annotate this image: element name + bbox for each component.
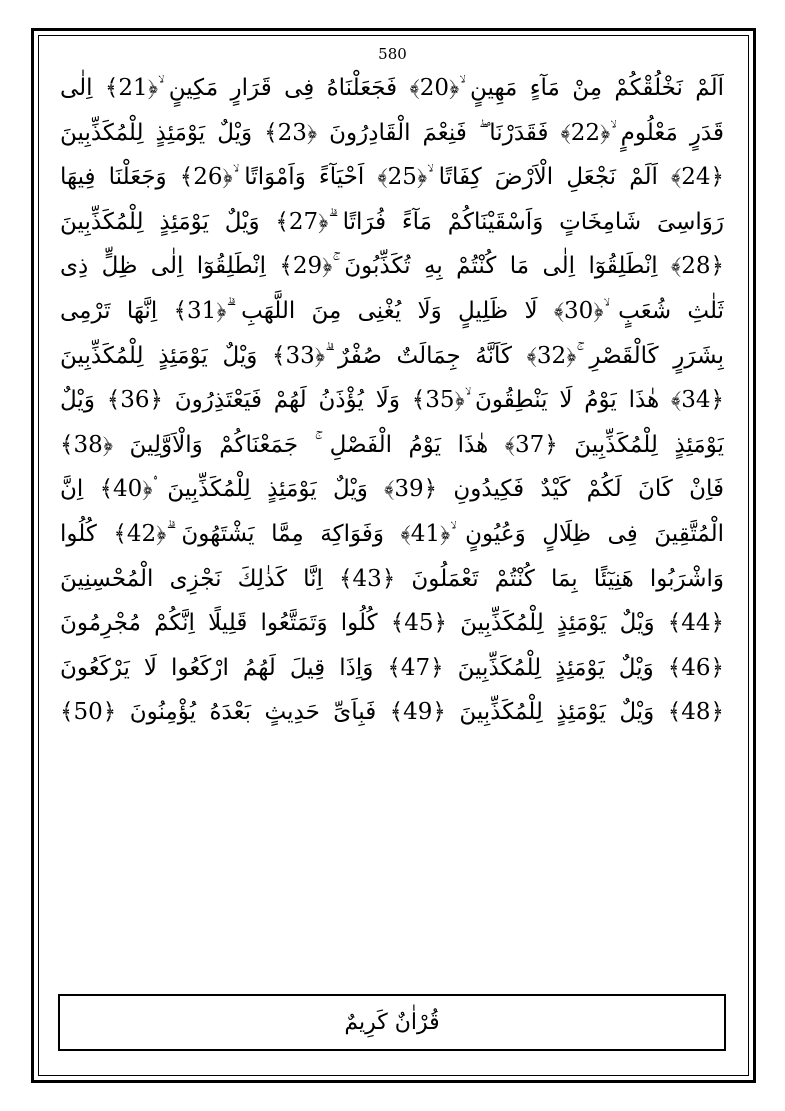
text-line-14: ﴿46﴾ وَيْلٌ يَوْمَئِذٍ لِلْمُكَذِّبِينَ ﴿47﴾ وَاِذَا قِيلَ لَهُمُ ارْكَعُوا لَا يَرْكَعُونَ xyxy=(60,654,724,681)
text-line-5: ﴿28﴾ اِنْطَلِقُوٓا اِلٰى مَا كُنْتُمْ بِهِ تُكَذِّبُونَ ۚ﴿29﴾ اِنْطَلِقُوٓا اِلٰى ظِلٍّ ذِى xyxy=(60,253,724,280)
text-line-15: ﴿48﴾ وَيْلٌ يَوْمَئِذٍ لِلْمُكَذِّبِينَ ﴿49﴾ فَبِاَىِّ حَدِيثٍ بَعْدَهُ يُؤْمِنُونَ ﴿50﴾ xyxy=(60,699,724,726)
text-line-3: ﴿24﴾ اَلَمْ نَجْعَلِ الْاَرْضَ كِفَاتًا ۙ﴿25﴾ اَحْيَآءً وَاَمْوَاتًا ۙ﴿26﴾ وَجَعَلْنَا فِيهَا xyxy=(60,164,724,191)
page-number: 580 xyxy=(378,45,407,63)
text-line-9: يَوْمَئِذٍ لِلْمُكَذِّبِينَ ﴿37﴾ هٰذَا يَوْمُ الْفَصْلِ ۚ جَمَعْنَاكُمْ وَالْاَوَّلِينَ ﴿38﴾ xyxy=(60,431,724,458)
text-line-10: فَاِنْ كَانَ لَكُمْ كَيْدٌ فَكِيدُونِ ﴿39﴾ وَيْلٌ يَوْمَئِذٍ لِلْمُكَذِّبِينَ ۟﴿40﴾ اِنَّ xyxy=(60,476,724,503)
footer-title: قُرْاٰنٌ كَرِيمٌ xyxy=(344,1010,440,1035)
verse-text-block xyxy=(60,66,724,735)
text-line-2: قَدَرٍ مَعْلُومٍ ۙ﴿22﴾ فَقَدَرْنَا ۖ فَنِعْمَ الْقَادِرُونَ ﴿23﴾ وَيْلٌ يَوْمَئِذٍ لِلْمُكَذِّبِينَ xyxy=(60,119,724,146)
text-line-12: وَاشْرَبُوا هَنِيٓئًا بِمَا كُنْتُمْ تَعْمَلُونَ ﴿43﴾ اِنَّا كَذٰلِكَ نَجْزِى الْمُحْسِنِينَ xyxy=(60,565,724,592)
text-line-11: الْمُتَّقِينَ فِى ظِلَالٍ وَعُيُونٍ ۙ﴿41﴾ وَفَوَاكِهَ مِمَّا يَشْتَهُونَ ۗ﴿42﴾ كُلُوا xyxy=(60,520,724,547)
text-line-1: اَلَمْ نَخْلُقْكُمْ مِنْ مَآءٍ مَهِينٍ ۙ﴿20﴾ فَجَعَلْنَاهُ فِى قَرَارٍ مَكِينٍ ۙ﴿21﴾ اِلٰى xyxy=(60,75,724,101)
footer-title-box xyxy=(58,994,726,1051)
text-line-8: ﴿34﴾ هٰذَا يَوْمُ لَا يَنْطِقُونَ ۙ﴿35﴾ وَلَا يُؤْذَنُ لَهُمْ فَيَعْتَذِرُونَ ﴿36﴾ وَيْلٌ xyxy=(60,387,724,414)
text-line-6: ثَلٰثِ شُعَبٍ ۙ﴿30﴾ لَا ظَلِيلٍ وَلَا يُغْنِى مِنَ اللَّهَبِ ۗ﴿31﴾ اِنَّهَا تَرْمِى xyxy=(60,297,724,324)
text-line-7: بِشَرَرٍ كَالْقَصْرِ ۚ﴿32﴾ كَاَنَّهُ جِمَالَتٌ صُفْرٌ ۗ﴿33﴾ وَيْلٌ يَوْمَئِذٍ لِلْمُكَذِّبِينَ xyxy=(60,342,724,369)
text-line-4: رَوَاسِىَ شَامِخَاتٍ وَاَسْقَيْنَاكُمْ مَآءً فُرَاتًا ۗ﴿27﴾ وَيْلٌ يَوْمَئِذٍ لِلْمُكَذِّبِينَ xyxy=(60,208,724,235)
text-line-13: ﴿44﴾ وَيْلٌ يَوْمَئِذٍ لِلْمُكَذِّبِينَ ﴿45﴾ كُلُوا وَتَمَتَّعُوا قَلِيلًا اِنَّكُمْ مُجْرِمُونَ xyxy=(60,610,724,637)
